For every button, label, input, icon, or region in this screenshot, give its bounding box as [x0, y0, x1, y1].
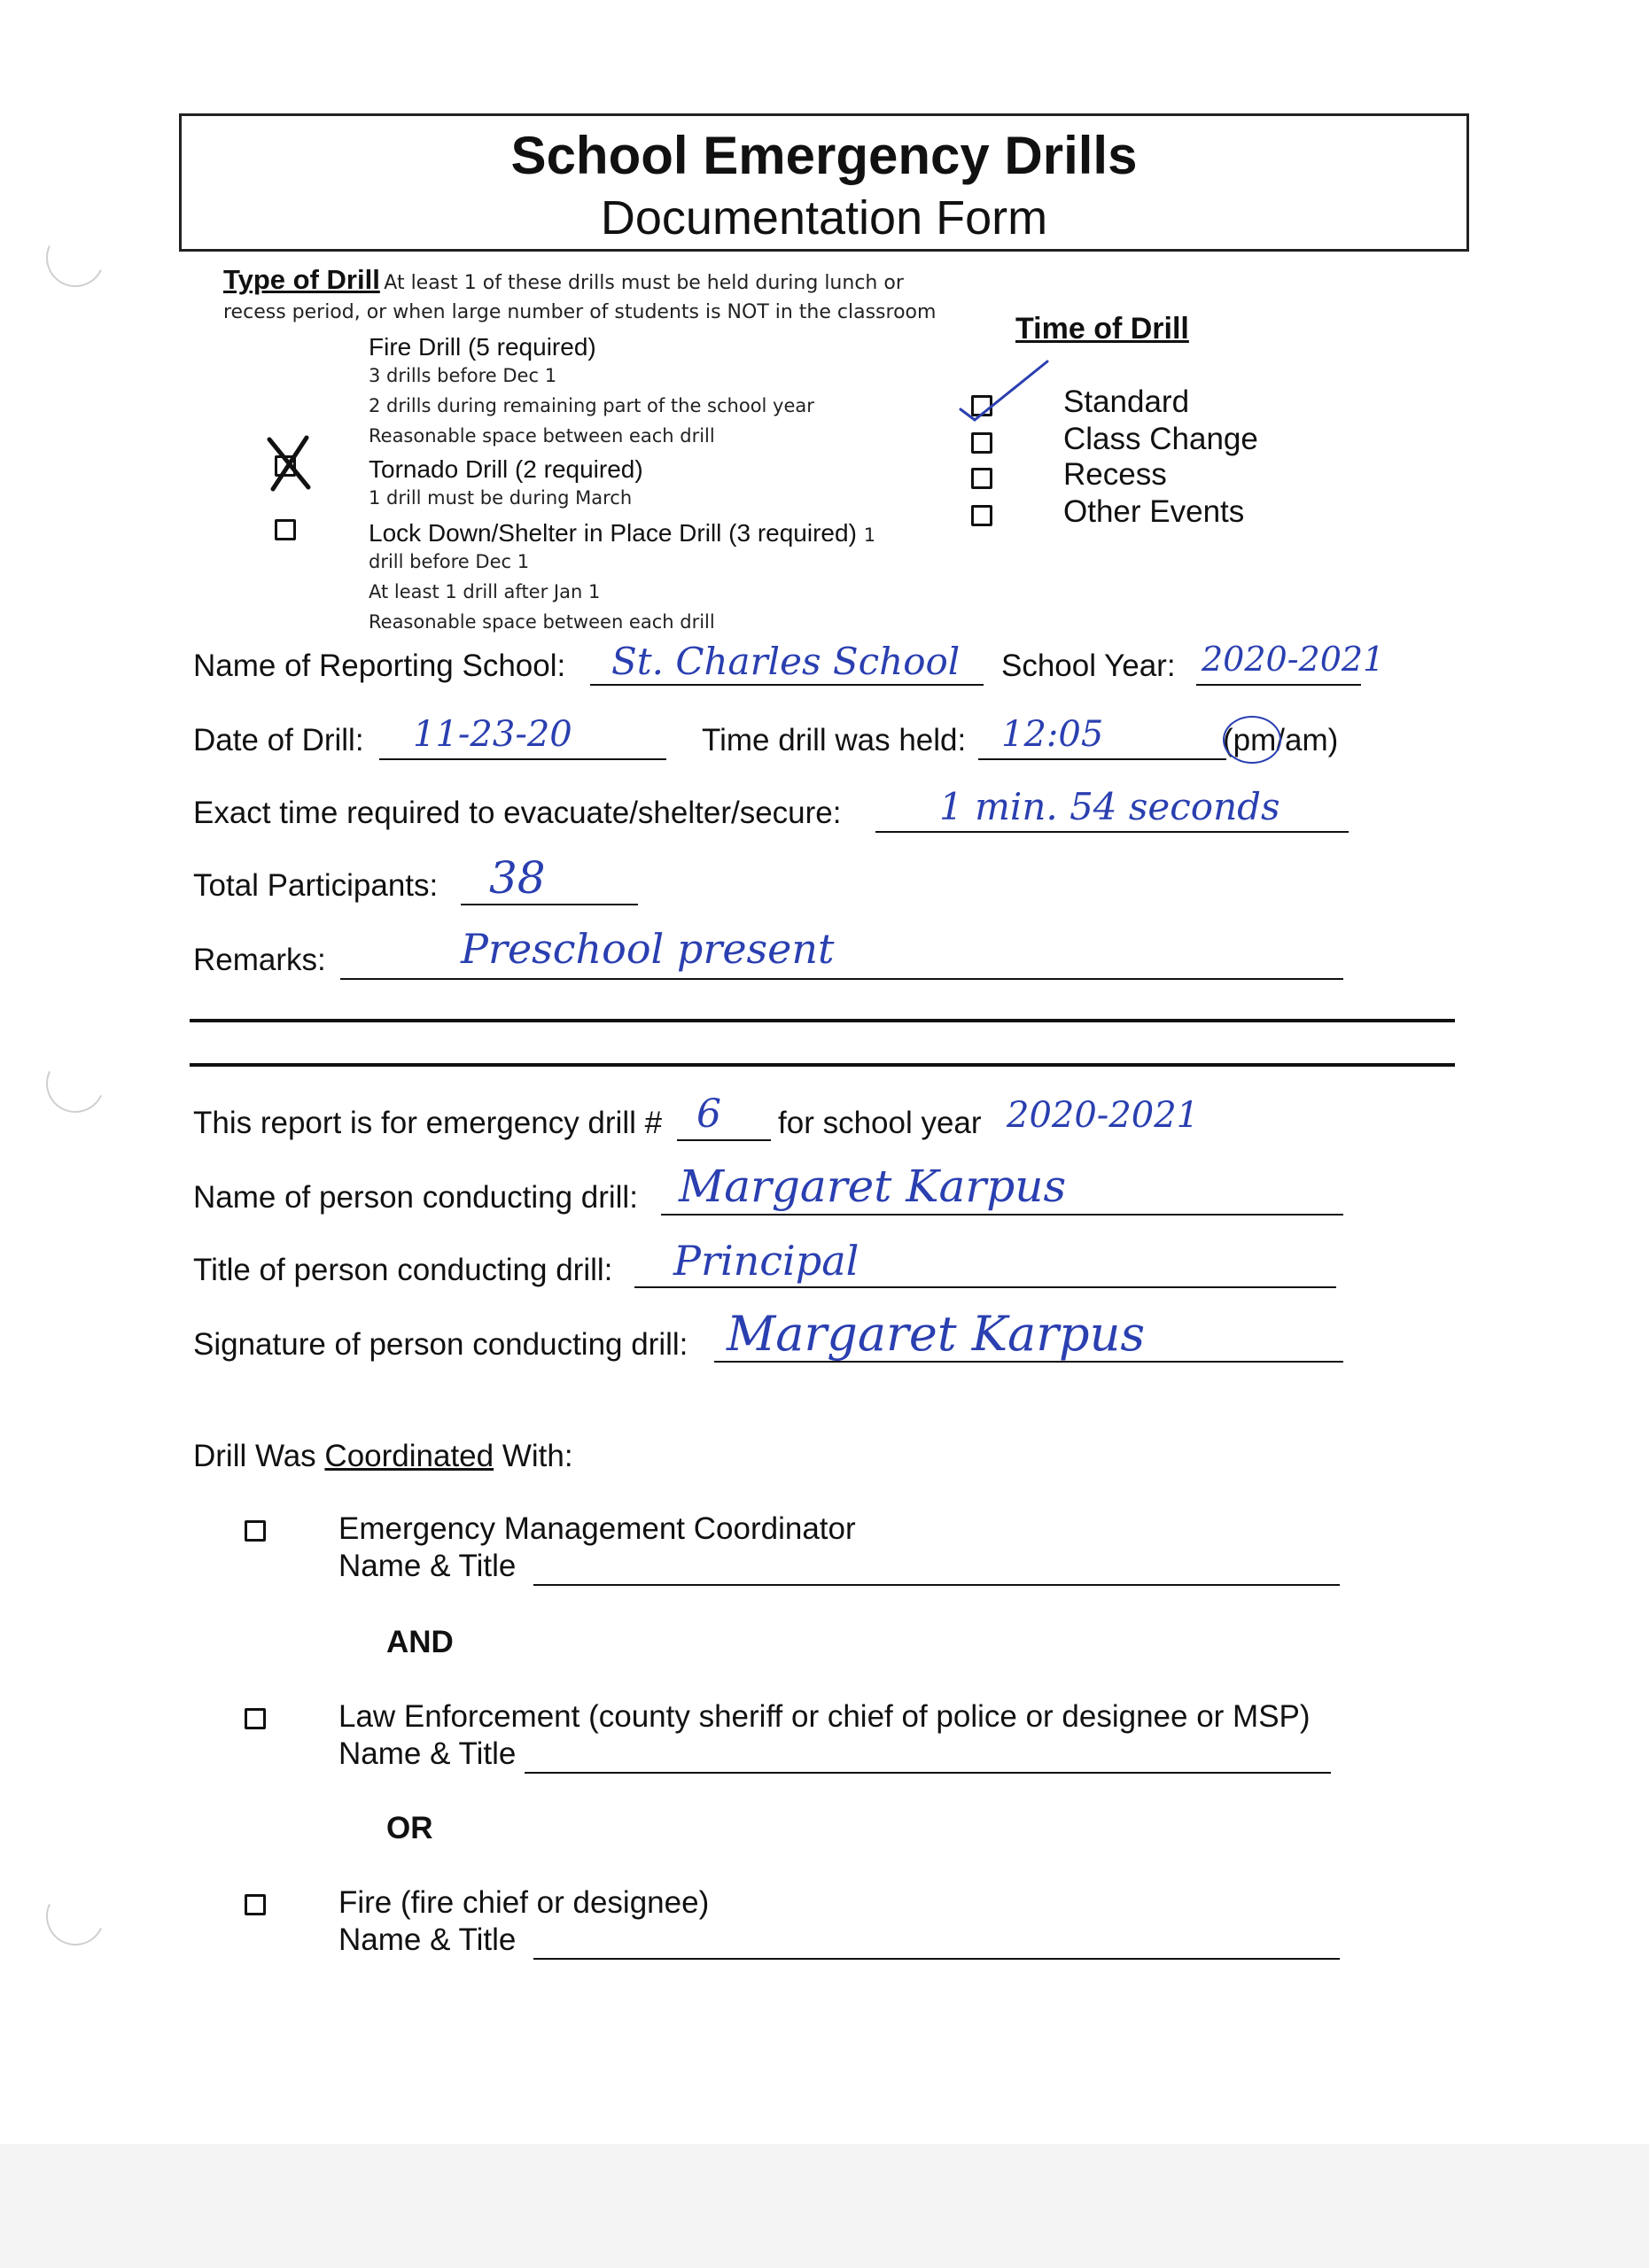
- lockdown-drill-text: Lock Down/Shelter in Place Drill (3 required): [369, 519, 857, 547]
- school-year-line: [1196, 684, 1361, 686]
- school-year-value[interactable]: 2020-2021: [1202, 640, 1385, 679]
- person-name-line: [661, 1214, 1343, 1216]
- person-name-value[interactable]: Margaret Karpus: [679, 1161, 1067, 1212]
- drill-time-line: [978, 758, 1226, 760]
- time-option-class-change: Class Change: [1063, 422, 1258, 456]
- law-enforcement-checkbox[interactable]: [245, 1708, 266, 1729]
- lockdown-drill-sub: At least 1 drill after Jan 1: [369, 581, 601, 602]
- remarks-rule: [190, 1063, 1455, 1067]
- form-title: School Emergency Drills: [510, 126, 1138, 185]
- coordination-heading-underlined: Coordinated: [324, 1439, 494, 1473]
- scan-edge: [0, 2144, 1649, 2268]
- fire-drill-sub: Reasonable space between each drill: [369, 425, 715, 447]
- drill-number-label: This report is for emergency drill #: [193, 1106, 663, 1140]
- fire-name-title-line: [533, 1958, 1340, 1960]
- drill-time-value[interactable]: 12:05: [1001, 714, 1104, 755]
- recess-checkbox[interactable]: [971, 468, 992, 489]
- remarks-value[interactable]: Preschool present: [461, 925, 835, 973]
- fire-drill-sub: 2 drills during remaining part of the school year: [369, 395, 814, 416]
- exact-time-label: Exact time required to evacuate/shelter/secure:: [193, 796, 842, 830]
- law-enforcement-label: Law Enforcement (county sheriff or chief of police or designee or MSP): [338, 1699, 1311, 1734]
- emergency-name-title-line: [533, 1584, 1340, 1586]
- fire-chief-checkbox[interactable]: [245, 1894, 266, 1915]
- person-title-line: [634, 1286, 1336, 1288]
- drill-date-value[interactable]: 11-23-20: [413, 714, 572, 755]
- drill-number-value[interactable]: 6: [696, 1091, 721, 1137]
- person-title-value[interactable]: Principal: [673, 1237, 860, 1285]
- lockdown-drill-sub: drill before Dec 1: [369, 551, 530, 572]
- emergency-coordinator-label: Emergency Management Coordinator: [338, 1511, 856, 1546]
- emergency-name-title-label: Name & Title: [338, 1549, 517, 1583]
- drill-date-line: [379, 758, 666, 760]
- and-label: AND: [386, 1625, 454, 1659]
- school-name-value[interactable]: St. Charles School: [611, 640, 961, 683]
- or-label: OR: [386, 1811, 433, 1845]
- drill-number-line: [677, 1139, 771, 1141]
- school-name-line: [590, 684, 984, 686]
- time-option-other-events: Other Events: [1063, 494, 1245, 529]
- signature-label: Signature of person conducting drill:: [193, 1327, 688, 1362]
- check-mark-icon: [955, 354, 1053, 425]
- fire-chief-label: Fire (fire chief or designee): [338, 1885, 710, 1920]
- coordination-heading-post: With:: [502, 1439, 573, 1473]
- person-name-label: Name of person conducting drill:: [193, 1180, 638, 1215]
- fire-drill-sub: 3 drills before Dec 1: [369, 365, 557, 386]
- form-subtitle: Documentation Form: [600, 191, 1048, 245]
- tornado-drill-label: Tornado Drill (2 required): [369, 455, 643, 483]
- drill-time-label: Time drill was held:: [702, 723, 967, 757]
- school-year-label: School Year:: [1001, 649, 1176, 683]
- type-of-drill-note: At least 1 of these drills must be held during lunch or: [384, 272, 904, 294]
- law-name-title-label: Name & Title: [338, 1736, 517, 1771]
- lockdown-drill-tail: 1: [863, 524, 876, 546]
- type-of-drill-header: [223, 264, 904, 296]
- remarks-label: Remarks:: [193, 943, 326, 977]
- punch-hole: [38, 1879, 113, 1954]
- x-mark-icon: [262, 434, 315, 493]
- time-option-standard: Standard: [1063, 384, 1190, 419]
- time-option-recess: Recess: [1063, 457, 1167, 492]
- participants-label: Total Participants:: [193, 868, 439, 903]
- type-of-drill-note-2: recess period, or when large number of students is NOT in the classroom: [223, 301, 937, 323]
- school-name-label: Name of Reporting School:: [193, 649, 566, 683]
- tornado-drill-sub: 1 drill must be during March: [369, 487, 633, 509]
- signature-value[interactable]: Margaret Karpus: [727, 1306, 1146, 1362]
- lockdown-drill-checkbox[interactable]: [275, 519, 296, 540]
- exact-time-value[interactable]: 1 min. 54 seconds: [939, 785, 1280, 828]
- type-of-drill-heading: Type of Drill: [223, 264, 380, 295]
- person-title-label: Title of person conducting drill:: [193, 1253, 613, 1287]
- participants-value[interactable]: 38: [489, 852, 546, 904]
- exact-time-line: [875, 831, 1349, 833]
- punch-hole: [38, 221, 113, 296]
- coordination-heading: [193, 1439, 573, 1474]
- report-year-label: for school year: [778, 1106, 982, 1140]
- remarks-rule: [190, 1019, 1455, 1022]
- lockdown-drill-label: [369, 519, 875, 548]
- punch-hole: [38, 1046, 113, 1122]
- coordination-heading-pre: Drill Was: [193, 1439, 316, 1473]
- fire-name-title-label: Name & Title: [338, 1922, 517, 1957]
- remarks-line: [340, 978, 1343, 980]
- class-change-checkbox[interactable]: [971, 432, 992, 454]
- participants-line: [461, 904, 638, 905]
- lockdown-drill-sub: Reasonable space between each drill: [369, 611, 715, 633]
- pm-circle: [1223, 716, 1281, 764]
- law-name-title-line: [525, 1772, 1331, 1774]
- ampm-label: (pm/am): [1223, 723, 1339, 757]
- emergency-coordinator-checkbox[interactable]: [245, 1520, 266, 1542]
- fire-drill-label: Fire Drill (5 required): [369, 333, 596, 361]
- title-box: [179, 113, 1469, 252]
- time-of-drill-heading: Time of Drill: [1015, 312, 1189, 346]
- other-events-checkbox[interactable]: [971, 505, 992, 526]
- report-year-value[interactable]: 2020-2021: [1007, 1095, 1200, 1136]
- drill-date-label: Date of Drill:: [193, 723, 364, 757]
